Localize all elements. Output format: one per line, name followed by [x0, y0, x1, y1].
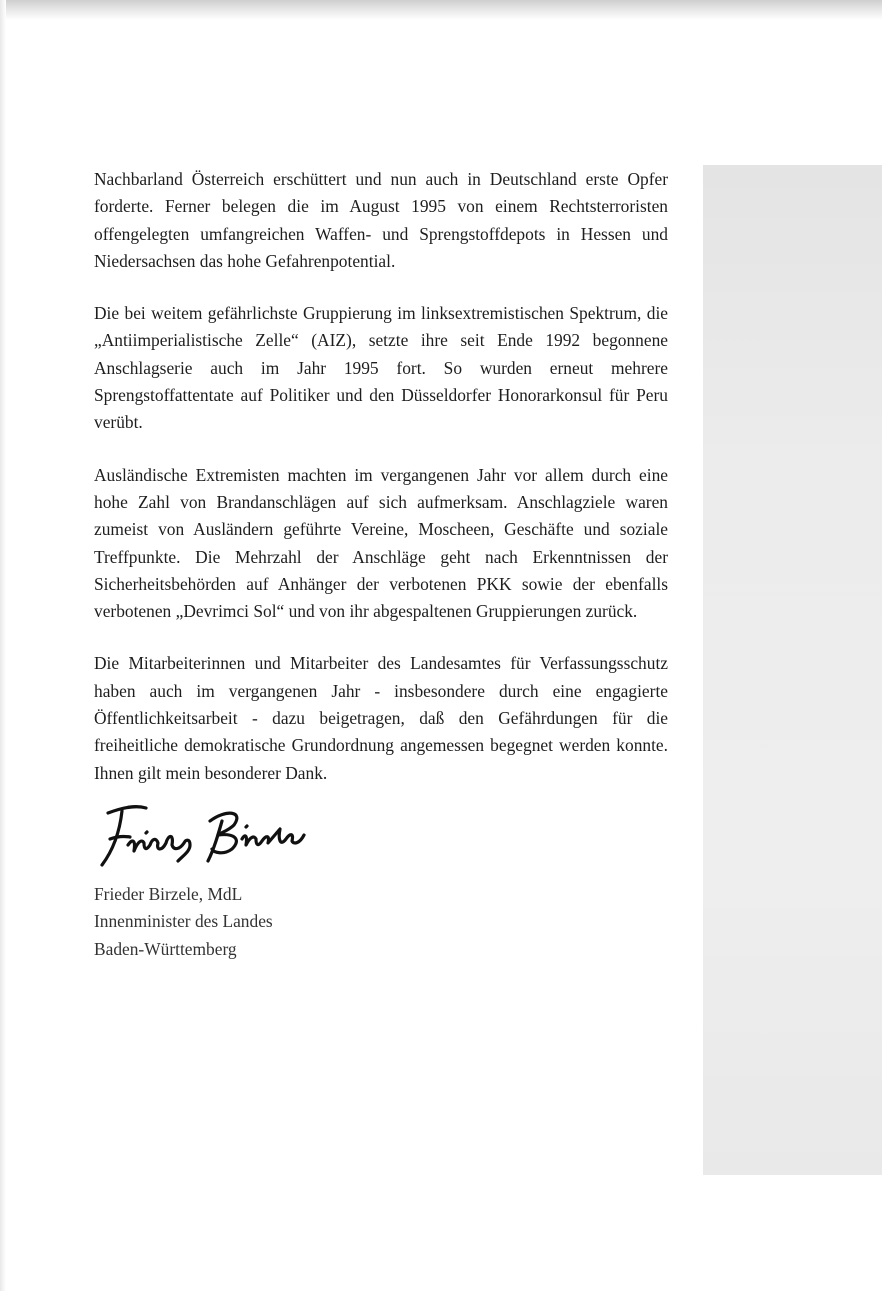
signature-stroke: [110, 836, 130, 839]
paragraph-1: Nachbarland Österreich erschüttert und nun auch in Deutschland erste Opfer forderte. Ferner belegen die im August 1995 von einem Rechtsterroristen offengelegten umfangreichen Waffen- und Sprengstoffdepots in Hessen und Niedersachsen das hohe Gefahrenpotential.: [94, 169, 668, 271]
scan-left-edge: [0, 0, 6, 1291]
side-margin-bar: [703, 165, 882, 1175]
signature-icon: [94, 799, 354, 877]
signature-stroke: [108, 807, 146, 813]
signer-name: Frieder Birzele, MdL: [94, 883, 243, 904]
signature-stroke: [208, 821, 222, 861]
signature-stroke: [128, 836, 190, 861]
signer-state: Baden-Württemberg: [94, 938, 237, 959]
signature-stroke: [146, 832, 147, 833]
paragraph-2: Die bei weitem gefährlichste Gruppierung im linksextremistischen Spektrum, die „Antiimperialistische Zelle“ (AIZ), setzte ihre seit Ende 1992 begonnene Anschlagserie auch im Jahr 1995 fort. So wurden erneut mehrere Sprengstoffattentate auf Politiker und den Düsseldorfer Honorarkonsul für Peru verübt.: [94, 303, 668, 433]
scan-top-shadow: [0, 0, 882, 20]
signature-stroke: [246, 826, 247, 827]
letter-body: [94, 166, 668, 963]
paragraph-3: Ausländische Extremisten machten im vergangenen Jahr vor allem durch eine hohe Zahl von Brandanschlägen auf sich aufmerksam. Anschlagziele waren zumeist von Ausländern geführte Vereine, Moscheen, Geschäfte und soziale Treffpunkte. Die Mehrzahl der Anschläge geht nach Erkenntnissen der Sicherheitsbehörden auf Anhänger der verbotenen PKK sowie der ebenfalls verbotenen „Devrimci Sol“ und von ihr abgespaltenen Gruppierungen zurück.: [94, 464, 668, 622]
paragraph-4: Die Mitarbeiterinnen und Mitarbeiter des Landesamtes für Verfassungsschutz haben auch im vergangenen Jahr - insbesondere durch eine engagierte Öffentlichkeitsarbeit - dazu beigetragen, daß den Gefährdungen für die freiheitliche demokratische Grundordnung angemessen begegnet werden konnte. Ihnen gilt mein besonderer Dank.: [94, 653, 668, 783]
signature-stroke: [242, 829, 304, 845]
signer-title: Innenminister des Landes: [94, 911, 273, 932]
handwritten-signature: [94, 799, 354, 877]
signer-block: [94, 881, 668, 964]
